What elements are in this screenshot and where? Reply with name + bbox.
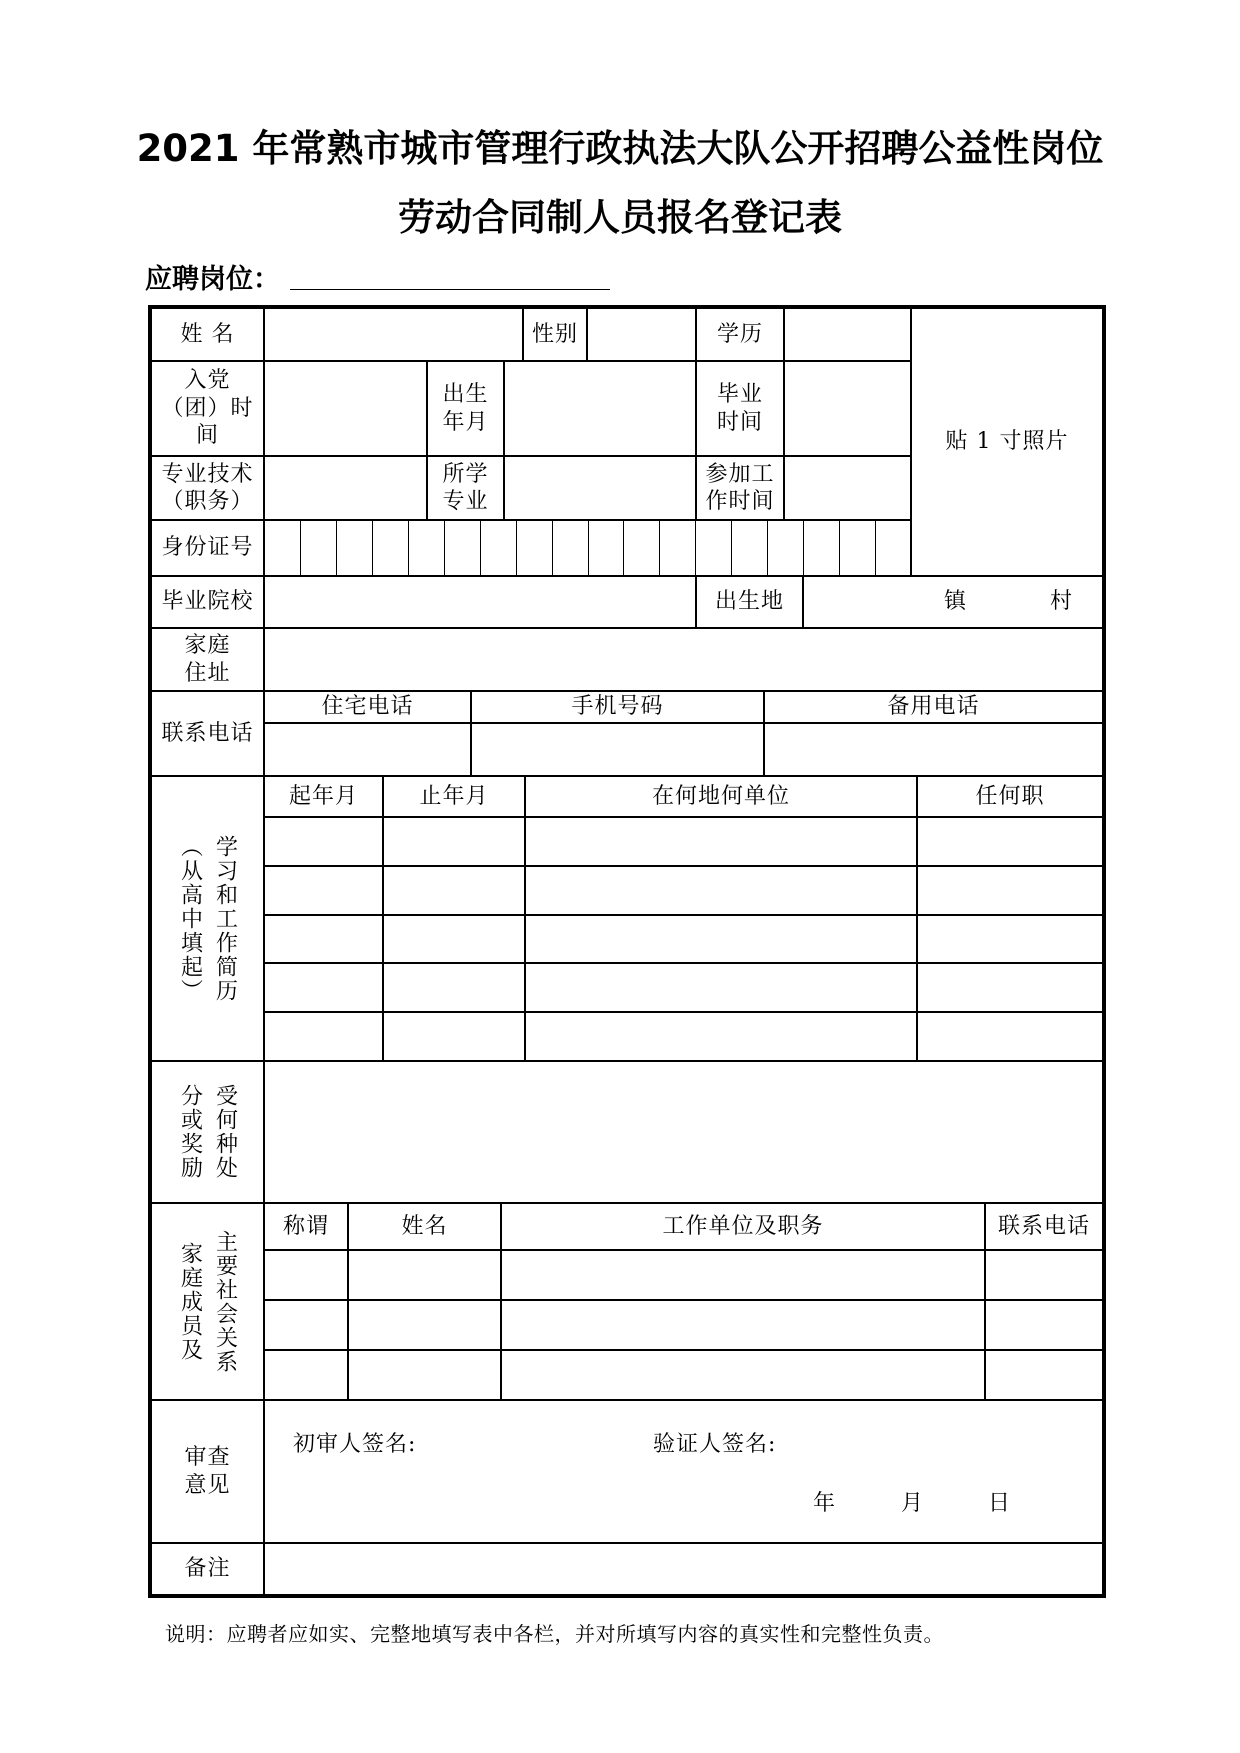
label-school: 毕业院校 (151, 576, 264, 628)
photo-box[interactable]: 贴 1 寸照片 (911, 308, 1103, 576)
label-review-line1: 审查 (184, 1445, 231, 1470)
label-family-col2: 家庭成员及 (177, 1241, 203, 1362)
resume-row-cell[interactable] (917, 1012, 1103, 1061)
id-digit-divider (300, 520, 301, 576)
label-member-phone: 联系电话 (985, 1203, 1103, 1250)
id-digit-divider (875, 520, 876, 576)
resume-row-cell[interactable] (917, 963, 1103, 1012)
resume-row-cell[interactable] (383, 963, 525, 1012)
resume-row-cell[interactable] (525, 1012, 917, 1061)
label-home-phone: 住宅电话 (264, 691, 471, 723)
id-digit-divider (695, 520, 696, 576)
field-birthplace[interactable] (803, 576, 1103, 628)
label-address (151, 628, 264, 691)
label-address-line2: 住址 (184, 660, 231, 686)
family-row-cell[interactable] (264, 1300, 348, 1350)
id-digit-divider (731, 520, 732, 576)
field-awards[interactable] (264, 1061, 1103, 1203)
label-party-time (151, 361, 264, 456)
field-birth[interactable] (504, 361, 696, 456)
family-row-cell[interactable] (348, 1300, 501, 1350)
family-row-cell[interactable] (264, 1350, 348, 1400)
label-family (151, 1203, 264, 1400)
family-row-cell[interactable] (985, 1250, 1103, 1300)
label-resume-col2: （从高中填起） (177, 834, 203, 1003)
resume-row-cell[interactable] (264, 866, 383, 915)
resume-row-cell[interactable] (264, 915, 383, 964)
id-digit-divider (623, 520, 624, 576)
field-backup-phone[interactable] (764, 723, 1103, 776)
title-line-1: 2021 年常熟市城市管理行政执法大队公开招聘公益性岗位 (136, 127, 1104, 170)
field-address[interactable] (264, 628, 1103, 691)
id-digit-divider (588, 520, 589, 576)
field-mobile[interactable] (471, 723, 764, 776)
label-backup-phone: 备用电话 (764, 691, 1103, 723)
title-line-2: 劳动合同制人员报名登记表 (398, 196, 842, 239)
label-remarks: 备注 (151, 1543, 264, 1595)
resume-row-cell[interactable] (525, 915, 917, 964)
resume-row-cell[interactable] (383, 1012, 525, 1061)
resume-row-cell[interactable] (917, 817, 1103, 866)
label-family-col1: 主要社会关系 (212, 1229, 238, 1374)
label-phone: 联系电话 (151, 691, 264, 776)
id-digit-divider (767, 520, 768, 576)
family-row-cell[interactable] (348, 1250, 501, 1300)
label-party-line2: （团）时 (161, 395, 254, 421)
field-school[interactable] (264, 576, 696, 628)
label-grad-time-line2: 时间 (716, 409, 763, 435)
field-remarks[interactable] (264, 1543, 1103, 1595)
resume-row-cell[interactable] (264, 1012, 383, 1061)
field-grad-time[interactable] (784, 361, 911, 456)
label-birth-line2: 年月 (442, 409, 489, 435)
family-row-cell[interactable] (985, 1350, 1103, 1400)
resume-row-cell[interactable] (525, 817, 917, 866)
label-awards (151, 1061, 264, 1203)
family-row-cell[interactable] (501, 1350, 985, 1400)
field-party-time[interactable] (264, 361, 427, 456)
resume-row-cell[interactable] (264, 963, 383, 1012)
label-unit: 在何地何单位 (525, 776, 917, 817)
label-role: 任何职 (917, 776, 1103, 817)
family-row-cell[interactable] (264, 1250, 348, 1300)
label-work-start (696, 456, 784, 520)
id-digit-divider (803, 520, 804, 576)
date-day-label: 日 (988, 1491, 1012, 1516)
field-home-phone[interactable] (264, 723, 471, 776)
field-gender[interactable] (587, 308, 696, 361)
resume-row-cell[interactable] (264, 817, 383, 866)
label-major (427, 456, 504, 520)
resume-row-cell[interactable] (525, 963, 917, 1012)
label-member-name: 姓名 (348, 1203, 501, 1250)
resume-row-cell[interactable] (383, 866, 525, 915)
label-end-date: 止年月 (383, 776, 525, 817)
field-name[interactable] (264, 308, 523, 361)
date-month-label: 月 (901, 1491, 925, 1516)
registration-form (148, 305, 1106, 1598)
resume-row-cell[interactable] (525, 866, 917, 915)
label-name: 姓 名 (151, 308, 264, 361)
field-education[interactable] (784, 308, 911, 361)
label-town: 镇 (944, 589, 968, 615)
label-resume (151, 776, 264, 1061)
label-address-line1: 家庭 (184, 633, 231, 658)
id-digit-divider (552, 520, 553, 576)
label-id-number: 身份证号 (151, 520, 264, 576)
label-major-line1: 所学 (442, 461, 489, 487)
id-digit-divider (839, 520, 840, 576)
label-tech-line1: 专业技术 (161, 461, 254, 487)
resume-row-cell[interactable] (383, 817, 525, 866)
label-tech-title (151, 456, 264, 520)
label-grad-time-line1: 毕业 (716, 382, 763, 407)
id-digit-divider (480, 520, 481, 576)
label-member-work: 工作单位及职务 (501, 1203, 985, 1250)
label-birth-line1: 出生 (442, 382, 489, 407)
label-grad-time (696, 361, 784, 456)
instruction-note: 说明：应聘者应如实、完整地填写表中各栏，并对所填写内容的真实性和完整性负责。 (165, 1622, 944, 1646)
family-row-cell[interactable] (501, 1300, 985, 1350)
label-birth (427, 361, 504, 456)
family-row-cell[interactable] (501, 1250, 985, 1300)
id-digit-divider (408, 520, 409, 576)
label-village: 村 (1050, 589, 1074, 615)
label-review (151, 1400, 264, 1543)
id-digit-divider (444, 520, 445, 576)
label-education: 学历 (696, 308, 784, 361)
resume-row-cell[interactable] (917, 915, 1103, 964)
field-tech-title[interactable] (264, 456, 427, 520)
label-gender: 性别 (523, 308, 587, 361)
resume-row-cell[interactable] (917, 866, 1103, 915)
label-awards-col2: 分或奖励 (177, 1084, 203, 1180)
label-party-line3: 间 (195, 423, 219, 449)
label-review-line2: 意见 (184, 1472, 231, 1498)
label-awards-col1: 受何种处 (212, 1084, 238, 1180)
label-work-line2: 作时间 (705, 489, 775, 514)
first-reviewer-label: 初审人签名: (293, 1432, 417, 1457)
label-tech-line2: （职务） (161, 489, 254, 514)
label-resume-col1: 学习和工作简历 (212, 834, 238, 1003)
id-digit-divider (659, 520, 660, 576)
label-mobile: 手机号码 (471, 691, 764, 723)
label-birthplace: 出生地 (696, 576, 803, 628)
verifier-label: 验证人签名: (653, 1432, 777, 1457)
id-digit-divider (336, 520, 337, 576)
position-input-line[interactable] (290, 289, 610, 290)
field-major[interactable] (504, 456, 696, 520)
resume-row-cell[interactable] (383, 915, 525, 964)
position-label: 应聘岗位： (145, 264, 280, 295)
field-work-start[interactable] (784, 456, 911, 520)
id-digit-divider (372, 520, 373, 576)
field-review[interactable] (264, 1400, 1103, 1543)
label-relation: 称谓 (264, 1203, 348, 1250)
label-major-line2: 专业 (442, 489, 489, 514)
label-start-date: 起年月 (264, 776, 383, 817)
date-year-label: 年 (813, 1491, 837, 1516)
label-party-line1: 入党 (184, 368, 231, 394)
label-work-line1: 参加工 (705, 461, 775, 487)
id-digit-divider (516, 520, 517, 576)
family-row-cell[interactable] (348, 1350, 501, 1400)
id-number-boxes (264, 520, 911, 576)
family-row-cell[interactable] (985, 1300, 1103, 1350)
